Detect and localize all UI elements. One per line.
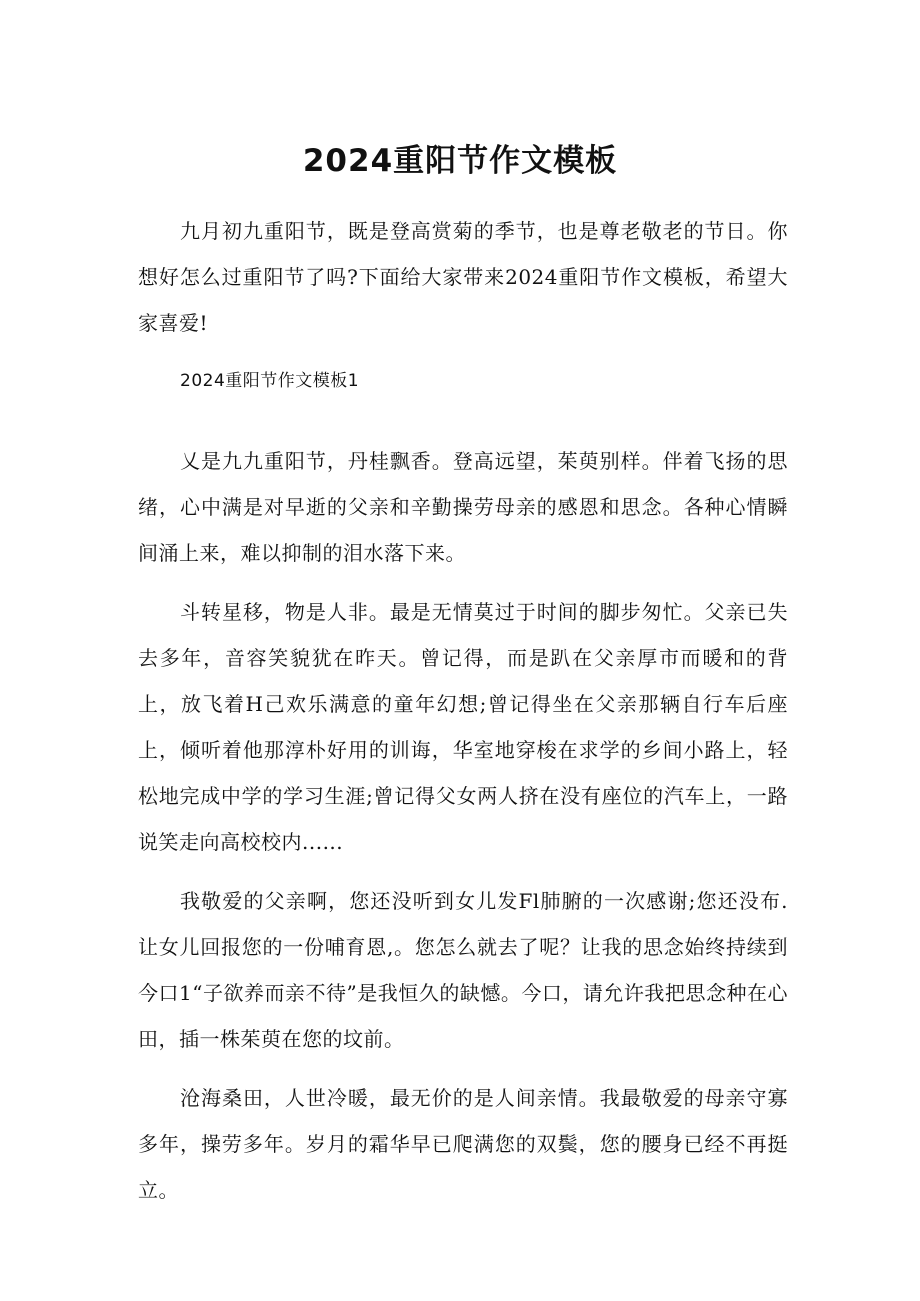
section-heading: 2024重阳节作文模板1: [180, 371, 360, 391]
document-title: 2024重阳节作文模板: [302, 143, 618, 179]
intro-paragraph: 九月初九重阳节，既是登高赏菊的季节，也是尊老敬老的节日。你想好怎么过重阳节了吗?下面给大家带来2024重阳节作文模板，希望大家喜爱!: [138, 219, 788, 335]
body-paragraph-3: 我敬爱的父亲啊，您还没听到女儿发Fl肺腑的一次感谢;您还没布.让女儿回报您的一份哺育恩,。您怎么就去了呢？让我的思念始终持续到今口1“子欲养而亲不待”是我恒久的缺憾。今口，请允许我把思念种在心田，插一株茱萸在您的坟前。: [138, 889, 788, 1051]
body-paragraph-1: 乂是九九重阳节，丹桂飘香。登高远望，茱萸别样。伴着飞扬的思绪，心中满是对早逝的父亲和辛勤操劳母亲的感恩和思念。各种心情瞬间涌上来，难以抑制的泪水落下来。: [138, 449, 788, 565]
body-paragraph-4: 沧海桑田，人世冷暖，最无价的是人间亲情。我最敬爱的母亲守寡多年，操劳多年。岁月的霜华早已爬满您的双鬓，您的腰身已经不再挺立。: [138, 1086, 788, 1202]
document-body: [138, 208, 788, 1226]
body-paragraph-2: 斗转星移，物是人非。最是无情莫过于时间的脚步匆忙。父亲已失去多年，音容笑貌犹在昨天。曾记得，而是趴在父亲厚市而暖和的背上，放飞着H己欢乐满意的童年幻想;曾记得坐在父亲那辆自行车后座上，倾听着他那淳朴好用的训诲，华室地穿梭在求学的乡间小路上，轻松地完成中学的学习生涯;曾记得父女两人挤在没有座位的汽车上，一路说笑走向高校校内......: [138, 600, 788, 854]
